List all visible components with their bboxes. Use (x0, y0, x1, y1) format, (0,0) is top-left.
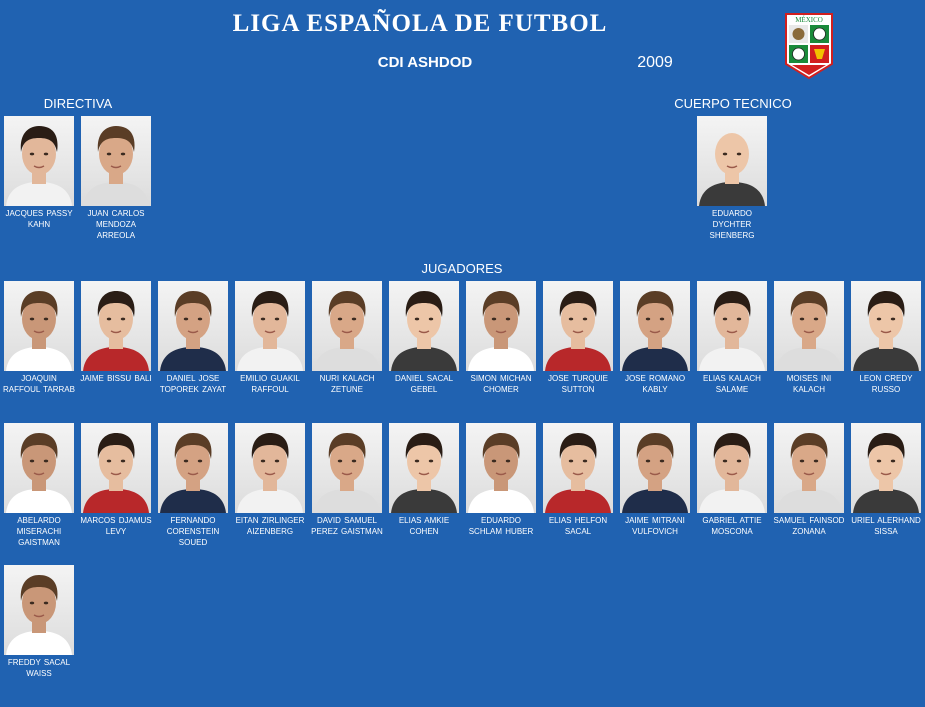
player-card (155, 423, 231, 548)
player-photo (4, 281, 74, 371)
player-photo (4, 423, 74, 513)
player-name: JAIME BISSU BALI (80, 374, 152, 383)
portrait-silhouette (81, 116, 151, 206)
player-photo (81, 423, 151, 513)
page-title: LIGA ESPAÑOLA DE FUTBOL (232, 10, 608, 37)
player-photo (697, 281, 767, 371)
player-card (463, 281, 539, 395)
player-card (232, 281, 308, 395)
player-card (694, 281, 770, 395)
portrait-silhouette (235, 281, 305, 371)
staff-card (1, 116, 77, 230)
player-card (540, 281, 616, 395)
player-photo (235, 281, 305, 371)
player-card (1, 565, 77, 679)
player-photo (312, 281, 382, 371)
player-name: SAMUEL FAINSOD ZONANA (773, 516, 845, 536)
player-name: ELIAS HELFON SACAL (548, 516, 608, 536)
section-directiva: DIRECTIVA (43, 96, 113, 111)
portrait-silhouette (543, 423, 613, 513)
player-name: EDUARDO SCHLAM HUBER (468, 516, 534, 536)
portrait-silhouette (620, 281, 690, 371)
portrait-silhouette (81, 281, 151, 371)
player-photo (851, 281, 921, 371)
player-name: GABRIEL ATTIE MOSCONA (702, 516, 762, 536)
portrait-silhouette (697, 116, 767, 206)
player-photo (158, 281, 228, 371)
player-card (771, 423, 847, 537)
portrait-silhouette (466, 423, 536, 513)
player-name: MARCOS DJAMUS LEVY (80, 516, 152, 536)
player-photo (235, 423, 305, 513)
player-name: EITAN ZIRLINGER AIZENBERG (235, 516, 305, 536)
player-name: FREDDY SACAL WAISS (7, 658, 71, 678)
section-jugadores: JUGADORES (421, 261, 503, 276)
player-photo (543, 423, 613, 513)
portrait-silhouette (4, 281, 74, 371)
player-name: JOAQUIN RAFFOUL TARRAB (3, 374, 75, 394)
player-photo (158, 423, 228, 513)
player-photo (4, 565, 74, 655)
player-name: ELIAS AMKIE COHEN (398, 516, 450, 536)
player-name: URIEL ALERHAND SISSA (851, 516, 921, 536)
portrait-silhouette (543, 281, 613, 371)
player-card (78, 423, 154, 537)
player-name: DANIEL JOSE TOPOREK ZAYAT (159, 374, 227, 394)
player-name: ABELARDO MISERACHI GAISTMAN (16, 516, 62, 547)
player-name: LEON CREDY RUSSO (859, 374, 913, 394)
portrait-silhouette (312, 423, 382, 513)
player-photo (389, 281, 459, 371)
player-card (617, 423, 693, 537)
portrait-silhouette (4, 565, 74, 655)
player-card (617, 281, 693, 395)
player-photo (466, 423, 536, 513)
portrait-silhouette (697, 423, 767, 513)
player-photo (851, 423, 921, 513)
player-card (848, 423, 924, 537)
player-card (694, 423, 770, 537)
player-card (1, 281, 77, 395)
player-name: FERNANDO CORENSTEIN SOUED (166, 516, 220, 547)
player-name: DAVID SAMUEL PEREZ GAISTMAN (311, 516, 383, 536)
person-name: JACQUES PASSY KAHN (5, 209, 73, 229)
person-photo (81, 116, 151, 206)
player-card (1, 423, 77, 548)
person-photo (697, 116, 767, 206)
player-photo (543, 281, 613, 371)
player-card (309, 423, 385, 537)
player-card (309, 281, 385, 395)
player-name: NURI KALACH ZETUNE (319, 374, 375, 394)
player-name: ELIAS KALACH SALAME (703, 374, 761, 394)
mexico-crest-logo (784, 12, 834, 80)
player-photo (620, 281, 690, 371)
player-name: DANIEL SACAL GEBEL (394, 374, 454, 394)
portrait-silhouette (774, 423, 844, 513)
section-cuerpo-tecnico: CUERPO TECNICO (674, 96, 792, 111)
portrait-silhouette (389, 423, 459, 513)
player-photo (620, 423, 690, 513)
portrait-silhouette (81, 423, 151, 513)
team-name: CDI ASHDOD (377, 54, 473, 71)
portrait-silhouette (774, 281, 844, 371)
svg-text:MÉXICO: MÉXICO (795, 16, 823, 24)
player-photo (774, 281, 844, 371)
portrait-silhouette (4, 423, 74, 513)
player-card (848, 281, 924, 395)
player-photo (389, 423, 459, 513)
player-card (386, 423, 462, 537)
player-photo (312, 423, 382, 513)
player-photo (466, 281, 536, 371)
player-name: JAIME MITRANI VULFOVICH (625, 516, 685, 536)
person-name: EDUARDO DYCHTER SHENBERG (709, 209, 755, 240)
player-card (540, 423, 616, 537)
portrait-silhouette (466, 281, 536, 371)
person-photo (4, 116, 74, 206)
portrait-silhouette (697, 281, 767, 371)
coach-card (694, 116, 770, 241)
season-year: 2009 (637, 54, 673, 71)
portrait-silhouette (851, 281, 921, 371)
player-card (232, 423, 308, 537)
portrait-silhouette (158, 281, 228, 371)
player-name: JOSE TURQUIE SUTTON (548, 374, 608, 394)
player-card (155, 281, 231, 395)
player-photo (697, 423, 767, 513)
player-name: EMILIO GUAKIL RAFFOUL (240, 374, 300, 394)
player-name: SIMON MICHAN CHOMER (470, 374, 532, 394)
portrait-silhouette (312, 281, 382, 371)
player-card (78, 281, 154, 384)
portrait-silhouette (235, 423, 305, 513)
portrait-silhouette (851, 423, 921, 513)
player-name: JOSE ROMANO KABLY (624, 374, 686, 394)
portrait-silhouette (4, 116, 74, 206)
portrait-silhouette (620, 423, 690, 513)
portrait-silhouette (158, 423, 228, 513)
portrait-silhouette (389, 281, 459, 371)
player-card (463, 423, 539, 537)
player-card (386, 281, 462, 395)
player-photo (81, 281, 151, 371)
player-name: MOISES INI KALACH (786, 374, 832, 394)
person-name: JUAN CARLOS MENDOZA ARREOLA (87, 209, 145, 240)
staff-card (78, 116, 154, 241)
player-card (771, 281, 847, 395)
player-photo (774, 423, 844, 513)
